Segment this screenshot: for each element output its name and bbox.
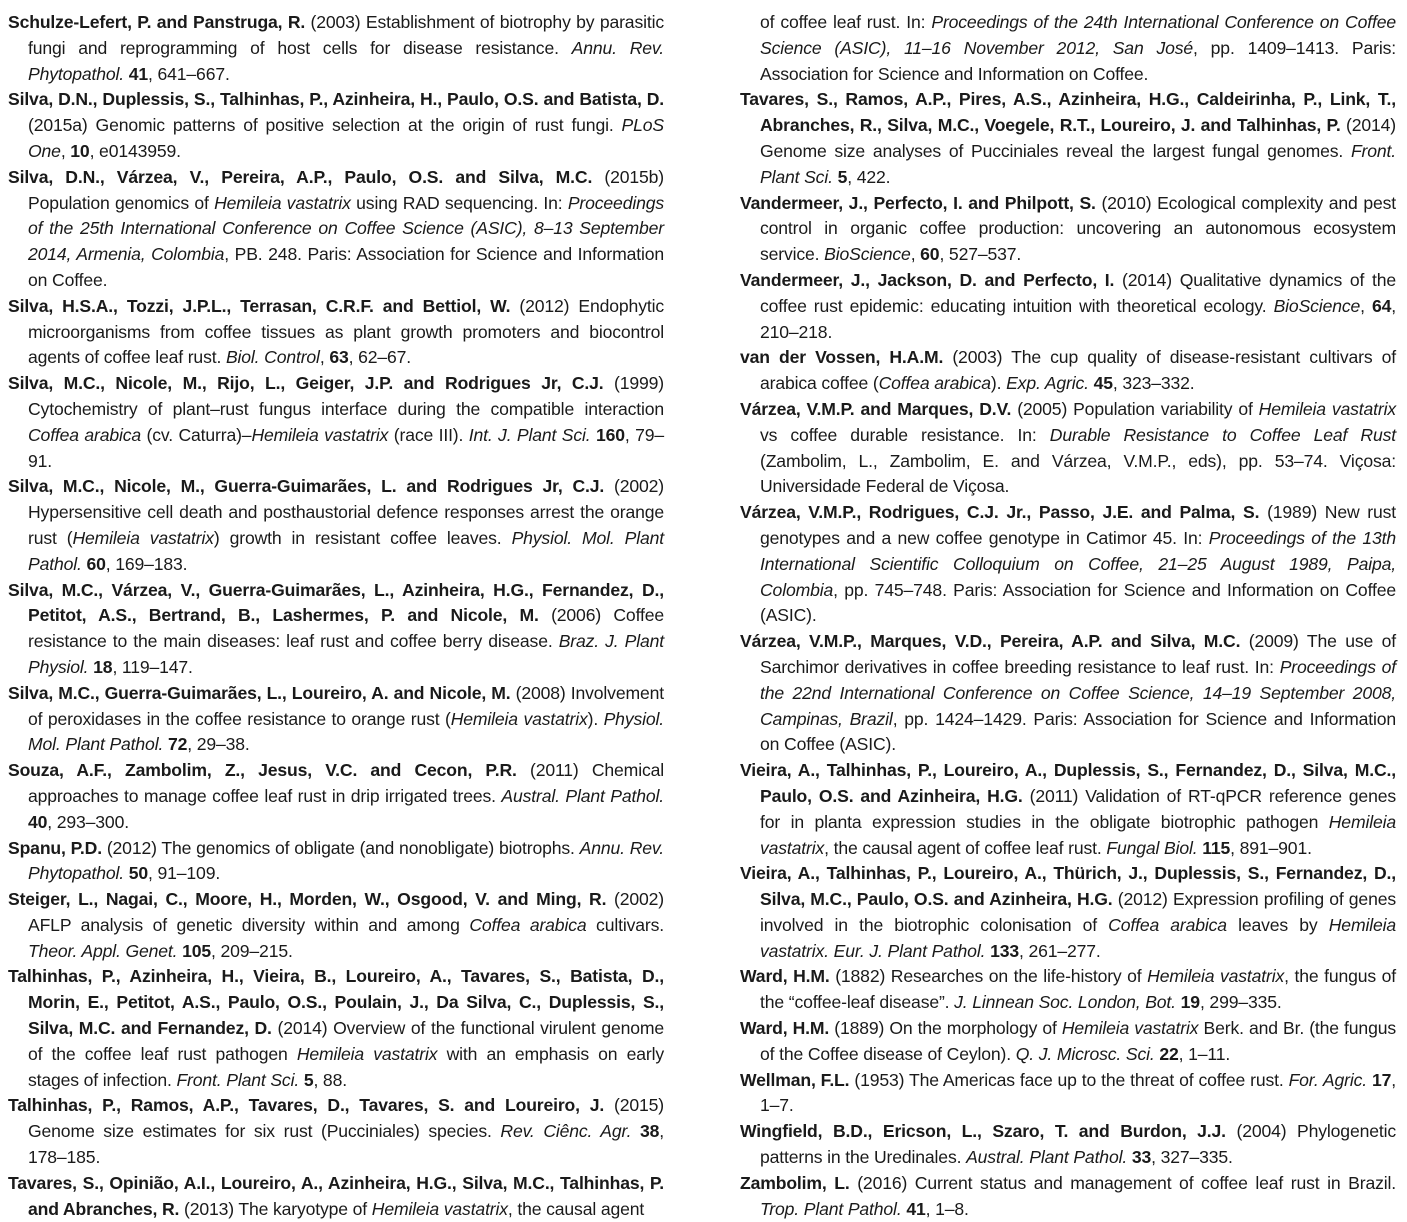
reference-text: (2002) AFLP analysis of genetic diversity within and among (28, 889, 664, 935)
reference-text: , 1–7. (760, 1069, 1396, 1116)
reference-authors: Souza, A.F., Zambolim, Z., Jesus, V.C. and Cecon, P.R. (8, 760, 517, 781)
reference-volume: 5 (837, 166, 848, 187)
reference-text: , 79–91. (28, 424, 664, 471)
reference-text: ). (587, 708, 604, 729)
reference-text: , pp. 1409–1413. Paris: Association for Science and Information on Coffee. (760, 37, 1396, 84)
reference-authors: Talhinhas, P., Azinheira, H., Vieira, B., Loureiro, A., Tavares, S., Batista, D., Morin, E., Petitot, A.S., Paulo, O.S., Poulain, J., Da Silva, C., Duplessis, S., Silva, M.C. and Fernandez, D. (8, 966, 664, 1039)
reference-italic-text: Rev. Ciênc. Agr. (500, 1121, 632, 1142)
reference-italic-text: Proceedings of the 25th International Conference on Coffee Science (ASIC), 8–13 September 2014, Armenia, Colombia (28, 192, 664, 265)
reference-text: , PB. 248. Paris: Association for Science and Information on Coffee. (28, 244, 664, 290)
reference-text: , the causal agent of coffee leaf rust. (824, 837, 1107, 858)
reference-entry (8, 964, 664, 1093)
reference-italic-text: Fungal Biol. (1106, 837, 1198, 858)
reference-text: (cv. Caturra)– (141, 424, 252, 445)
reference-text: , (910, 244, 921, 265)
reference-entry (8, 887, 664, 964)
reference-entry (8, 10, 664, 87)
reference-text: , (1360, 295, 1372, 316)
reference-authors: Schulze-Lefert, P. and Panstruga, R. (8, 12, 306, 32)
reference-authors: Várzea, V.M.P. and Marques, D.V. (740, 398, 1012, 419)
reference-text: , 210–218. (760, 295, 1396, 342)
reference-entry (8, 165, 664, 294)
reference-text: (2014) Genome size analyses of Pucciniales reveal the largest fungal genomes. (760, 115, 1396, 161)
reference-italic-text: Hemileia vastatrix (1061, 1018, 1199, 1039)
reference-italic-text: Front. Plant Sci. (760, 140, 1396, 187)
reference-italic-text: Front. Plant Sci. (176, 1069, 300, 1090)
reference-text: , 119–147. (112, 656, 193, 677)
reference-text: (race III). (388, 424, 469, 445)
reference-entry (740, 500, 1396, 629)
reference-authors: Zambolim, L. (740, 1172, 850, 1193)
reference-text: , 299–335. (1199, 992, 1282, 1013)
reference-italic-text: Hemileia vastatrix (296, 1043, 438, 1064)
reference-italic-text: For. Agric. (1288, 1069, 1367, 1090)
reference-volume: 40 (28, 811, 48, 832)
reference-entry (8, 87, 664, 164)
reference-volume: 17 (1371, 1069, 1392, 1090)
reference-italic-text: Int. J. Plant Sci. (468, 424, 591, 445)
reference-entry (740, 191, 1396, 268)
reference-text: (2008) Involvement of peroxidases in the coffee resistance to orange rust ( (28, 682, 664, 729)
reference-text: (1882) Researches on the life-history of (829, 966, 1148, 987)
reference-italic-text: Durable Resistance to Coffee Leaf Rust (1049, 424, 1396, 445)
reference-text: , 293–300. (47, 811, 129, 832)
reference-text: (2015b) Population genomics of (28, 166, 664, 213)
reference-entry (8, 578, 664, 681)
reference-italic-text: Hemileia vastatrix. Eur. J. Plant Pathol. (760, 914, 1396, 961)
reference-text: , 641–667. (148, 63, 230, 84)
reference-text: , 29–38. (187, 734, 250, 755)
reference-text: ). (990, 373, 1007, 394)
reference-italic-text: Physiol. Mol. Plant Pathol. (28, 527, 664, 574)
reference-authors: Wellman, F.L. (740, 1069, 850, 1090)
reference-authors: Silva, H.S.A., Tozzi, J.P.L., Terrasan, C.R.F. and Bettiol, W. (8, 295, 511, 316)
reference-italic-text: J. Linnean Soc. London, Bot. (954, 992, 1176, 1013)
reference-volume: 63 (329, 347, 349, 368)
reference-authors: Silva, M.C., Nicole, M., Rijo, L., Geiger, J.P. and Rodrigues Jr, C.J. (8, 373, 604, 394)
reference-volume: 41 (906, 1198, 926, 1219)
reference-entry (740, 1016, 1396, 1068)
reference-italic-text: Hemileia vastatrix (450, 708, 588, 729)
reference-italic-text: Austral. Plant Pathol. (501, 785, 664, 806)
reference-volume: 160 (595, 424, 625, 445)
reference-text: (2012) The genomics of obligate (and nonobligate) biotrophs. (101, 837, 580, 858)
reference-authors: Tavares, S., Ramos, A.P., Pires, A.S., Azinheira, H.G., Caldeirinha, P., Link, T., Abranches, R., Silva, M.C., Voegele, R.T., Loureiro, J. and Talhinhas, P. (740, 89, 1396, 136)
reference-italic-text: PLoS One (28, 115, 664, 161)
reference-text: (2006) Coffee resistance to the main diseases: leaf rust and coffee berry disease. (28, 605, 664, 652)
reference-authors: Wingfield, B.D., Ericson, L., Szaro, T. and Burdon, J.J. (740, 1121, 1226, 1142)
reference-entry (740, 10, 1396, 87)
reference-text: (2012) Expression profiling of genes involved in the biotrophic colonisation of (760, 889, 1396, 935)
reference-text: , 62–67. (348, 347, 411, 368)
reference-text: (1989) New rust genotypes and a new coffee genotype in Catimor 45. In: (760, 502, 1396, 548)
reference-volume: 33 (1131, 1147, 1152, 1168)
reference-text: (Zambolim, L., Zambolim, E. and Várzea, V.M.P., eds), pp. 53–74. Viçosa: Universidade Federal de Viçosa. (760, 450, 1396, 497)
reference-entry (740, 268, 1396, 345)
reference-text: , pp. 1424–1429. Paris: Association for Science and Information on Coffee (ASIC). (760, 708, 1396, 755)
reference-text: (2015a) Genomic patterns of positive selection at the origin of rust fungi. (28, 115, 622, 136)
reference-entry (8, 836, 664, 888)
reference-volume: 105 (182, 940, 212, 961)
reference-text: (2010) Ecological complexity and pest control in organic coffee production: uncovering an autonomous ecosystem service. (760, 192, 1396, 265)
reference-volume: 72 (167, 734, 188, 755)
reference-text: , 422. (847, 166, 891, 187)
reference-authors: Spanu, P.D. (8, 837, 102, 858)
reference-italic-text: Coffea arabica (469, 914, 587, 935)
reference-text: , 178–185. (28, 1121, 664, 1168)
reference-entry (8, 294, 664, 371)
reference-text: , 261–277. (1018, 940, 1101, 961)
reference-entry (8, 1093, 664, 1170)
reference-italic-text: Proceedings of the 13th International Scientific Colloquium on Coffee, 21–25 August 1989, Paipa, Colombia (760, 527, 1396, 600)
reference-entry (740, 861, 1396, 964)
reference-entry (740, 397, 1396, 500)
reference-text: cultivars. (586, 914, 664, 935)
reference-volume: 60 (86, 553, 106, 574)
reference-authors: Tavares, S., Opinião, A.I., Loureiro, A., Azinheira, H.G., Silva, M.C., Talhinhas, P. and Abranches, R. (8, 1172, 664, 1219)
reference-italic-text: Hemileia vastatrix (1258, 398, 1397, 419)
reference-italic-text: Annu. Rev. Phytopathol. (28, 37, 664, 84)
reference-italic-text: Austral. Plant Pathol. (966, 1147, 1128, 1168)
reference-italic-text: Hemileia vastatrix (371, 1198, 508, 1219)
reference-text: ) growth in resistant coffee leaves. (213, 527, 512, 548)
reference-text: , 527–537. (939, 244, 1022, 265)
reference-volume: 18 (93, 656, 113, 677)
reference-text: , 891–901. (1230, 837, 1312, 858)
reference-entry (8, 474, 664, 577)
reference-authors: Várzea, V.M.P., Marques, V.D., Pereira, A.P. and Silva, M.C. (740, 631, 1241, 652)
reference-authors: Vieira, A., Talhinhas, P., Loureiro, A., Duplessis, S., Fernandez, D., Silva, M.C., Paulo, O.S. and Azinheira, H.G. (740, 760, 1396, 806)
reference-italic-text: Braz. J. Plant Physiol. (28, 631, 664, 677)
reference-text: of coffee leaf rust. In: (760, 12, 932, 32)
reference-text: (2016) Current status and management of coffee leaf rust in Brazil. (849, 1172, 1396, 1193)
reference-authors: Vandermeer, J., Perfecto, I. and Philpott, S. (740, 192, 1096, 213)
reference-text: , 169–183. (105, 553, 188, 574)
reference-text: Berk. and Br. (the fungus of the Coffee disease of Ceylon). (760, 1018, 1396, 1064)
reference-text: , (60, 140, 71, 161)
reference-text: , pp. 745–748. Paris: Association for Science and Information on Coffee (ASIC). (760, 579, 1396, 626)
reference-text: (2013) The karyotype of (179, 1198, 372, 1219)
reference-text: , 1–8. (925, 1198, 969, 1219)
reference-entry (8, 758, 664, 835)
reference-authors: Silva, M.C., Guerra-Guimarães, L., Loureiro, A. and Nicole, M. (8, 682, 511, 703)
reference-entry (740, 1119, 1396, 1171)
reference-text: (1889) On the morphology of (829, 1018, 1062, 1039)
reference-text: (2014) Overview of the functional virulent genome of the coffee leaf rust pathogen (28, 1018, 665, 1064)
reference-italic-text: Biol. Control (225, 347, 320, 368)
reference-italic-text: Proceedings of the 24th International Conference on Coffee Science (ASIC), 11–16 November 2012, San José (760, 12, 1396, 58)
reference-authors: Silva, D.N., Várzea, V., Pereira, A.P., Paulo, O.S. and Silva, M.C. (8, 166, 593, 187)
reference-text: (2002) Hypersensitive cell death and posthaustorial defence responses arrest the orange rust ( (28, 476, 664, 548)
reference-text: (2004) Phylogenetic patterns in the Uredinales. (760, 1121, 1396, 1168)
reference-italic-text: Hemileia vastatrix (760, 811, 1396, 858)
reference-text: , the causal agent (507, 1198, 645, 1219)
reference-entry (740, 87, 1396, 190)
left-column (8, 10, 664, 1222)
reference-authors: van der Vossen, H.A.M. (740, 347, 944, 368)
reference-authors: Várzea, V.M.P., Rodrigues, C.J. Jr., Passo, J.E. and Palma, S. (740, 502, 1260, 523)
reference-italic-text: Coffea arabica (1108, 914, 1227, 935)
reference-volume: 5 (303, 1069, 314, 1090)
reference-volume: 41 (128, 63, 149, 84)
reference-text: (2011) Validation of RT-qPCR reference genes for in planta expression studies in the obligate biotrophic pathogen (760, 785, 1396, 832)
reference-text: , 1–11. (1178, 1043, 1231, 1064)
reference-volume: 50 (128, 863, 149, 884)
reference-text: vs coffee durable resistance. In: (760, 424, 1050, 445)
reference-italic-text: Hemileia vastatrix (72, 527, 214, 548)
reference-text: (2014) Qualitative dynamics of the coffee rust epidemic: educating intuition with theoretical ecology. (760, 269, 1396, 316)
reference-authors: Vandermeer, J., Jackson, D. and Perfecto, I. (740, 269, 1115, 290)
reference-text: (1999) Cytochemistry of plant–rust fungus interface during the compatible interaction (28, 373, 665, 419)
reference-volume: 19 (1180, 992, 1200, 1013)
reference-volume: 10 (70, 140, 90, 161)
reference-authors: Steiger, L., Nagai, C., Moore, H., Morden, W., Osgood, V. and Ming, R. (8, 889, 607, 910)
reference-text: , 91–109. (148, 863, 221, 884)
reference-volume: 115 (1202, 837, 1231, 858)
reference-italic-text: Theor. Appl. Genet. (28, 940, 178, 961)
reference-italic-text: Hemileia vastatrix (251, 424, 389, 445)
reference-italic-text: Annu. Rev. Phytopathol. (28, 837, 664, 884)
reference-volume: 45 (1093, 373, 1113, 394)
reference-text: , 209–215. (211, 940, 293, 961)
reference-entry (8, 681, 664, 758)
reference-italic-text: Hemileia vastatrix (1147, 966, 1285, 987)
reference-entry (740, 345, 1396, 397)
reference-text: , 323–332. (1112, 373, 1195, 394)
right-column (740, 10, 1396, 1222)
reference-italic-text: Coffea arabica (878, 373, 991, 394)
reference-entry (740, 758, 1396, 861)
reference-text: (1953) The Americas face up to the threat of coffee rust. (849, 1069, 1289, 1090)
reference-text: (2011) Chemical approaches to manage coffee leaf rust in drip irrigated trees. (28, 760, 664, 806)
reference-list-page (8, 10, 1396, 1222)
reference-text: (2005) Population variability of (1011, 398, 1259, 419)
reference-entry (740, 1171, 1396, 1222)
reference-authors: Silva, M.C., Nicole, M., Guerra-Guimarães, L. and Rodrigues Jr, C.J. (8, 476, 605, 497)
reference-authors: Ward, H.M. (740, 1018, 830, 1039)
reference-text: using RAD sequencing. In: (350, 192, 568, 213)
reference-italic-text: Physiol. Mol. Plant Pathol. (28, 708, 664, 755)
reference-italic-text: Exp. Agric. (1006, 373, 1089, 394)
reference-text (631, 1121, 640, 1141)
reference-italic-text: Hemileia vastatrix (214, 192, 351, 213)
reference-authors: Vieira, A., Talhinhas, P., Loureiro, A., Thürich, J., Duplessis, S., Fernandez, D., Silva, M.C., Paulo, O.S. and Azinheira, H.G. (740, 863, 1396, 910)
reference-entry (740, 964, 1396, 1016)
reference-authors: Silva, M.C., Várzea, V., Guerra-Guimarães, L., Azinheira, H.G., Fernandez, D., Petitot, A.S., Bertrand, B., Lashermes, P. and Nicole, M. (8, 579, 664, 626)
reference-authors: Silva, D.N., Duplessis, S., Talhinhas, P., Azinheira, H., Paulo, O.S. and Batista, D. (8, 89, 664, 110)
reference-text: (2003) The cup quality of disease-resistant cultivars of arabica coffee ( (760, 347, 1396, 394)
reference-entry (8, 371, 664, 474)
reference-authors: Talhinhas, P., Ramos, A.P., Tavares, D., Tavares, S. and Loureiro, J. (8, 1095, 605, 1116)
reference-entry (740, 629, 1396, 758)
reference-authors: Ward, H.M. (740, 966, 830, 987)
reference-italic-text: BioScience (1273, 295, 1361, 316)
reference-text: with an emphasis on early stages of infection. (28, 1043, 664, 1090)
reference-text: , 88. (313, 1069, 347, 1090)
reference-text: (2009) The use of Sarchimor derivatives in coffee breeding resistance to leaf rust. In: (760, 631, 1396, 677)
reference-text: , e0143959. (89, 140, 181, 161)
reference-volume: 38 (639, 1121, 660, 1142)
reference-text: (2012) Endophytic microorganisms from coffee tissues as plant growth promoters and biocontrol agents of coffee leaf rust. (28, 295, 664, 368)
reference-text: leaves by (1226, 914, 1329, 935)
reference-entry (740, 1068, 1396, 1120)
reference-text: (2015) Genome size estimates for six rust (Pucciniales) species. (28, 1095, 664, 1142)
reference-italic-text: BioScience (824, 244, 911, 265)
reference-text: , the fungus of the “coffee-leaf disease”. (760, 966, 1396, 1013)
reference-italic-text: Proceedings of the 22nd International Conference on Coffee Science, 14–19 September 2008, Campinas, Brazil (760, 656, 1396, 729)
reference-italic-text: Q. J. Microsc. Sci. (1015, 1043, 1155, 1064)
reference-text: , (319, 347, 330, 368)
reference-volume: 133 (990, 940, 1019, 961)
reference-volume: 60 (920, 244, 940, 265)
reference-italic-text: Trop. Plant Pathol. (760, 1198, 902, 1219)
reference-text: , 327–335. (1151, 1147, 1233, 1168)
reference-entry (8, 1171, 664, 1222)
reference-italic-text: Coffea arabica (28, 424, 142, 445)
reference-volume: 22 (1159, 1043, 1179, 1064)
reference-volume: 64 (1371, 295, 1392, 316)
reference-text: (2003) Establishment of biotrophy by parasitic fungi and reprogramming of host cells for disease resistance. (28, 12, 664, 58)
